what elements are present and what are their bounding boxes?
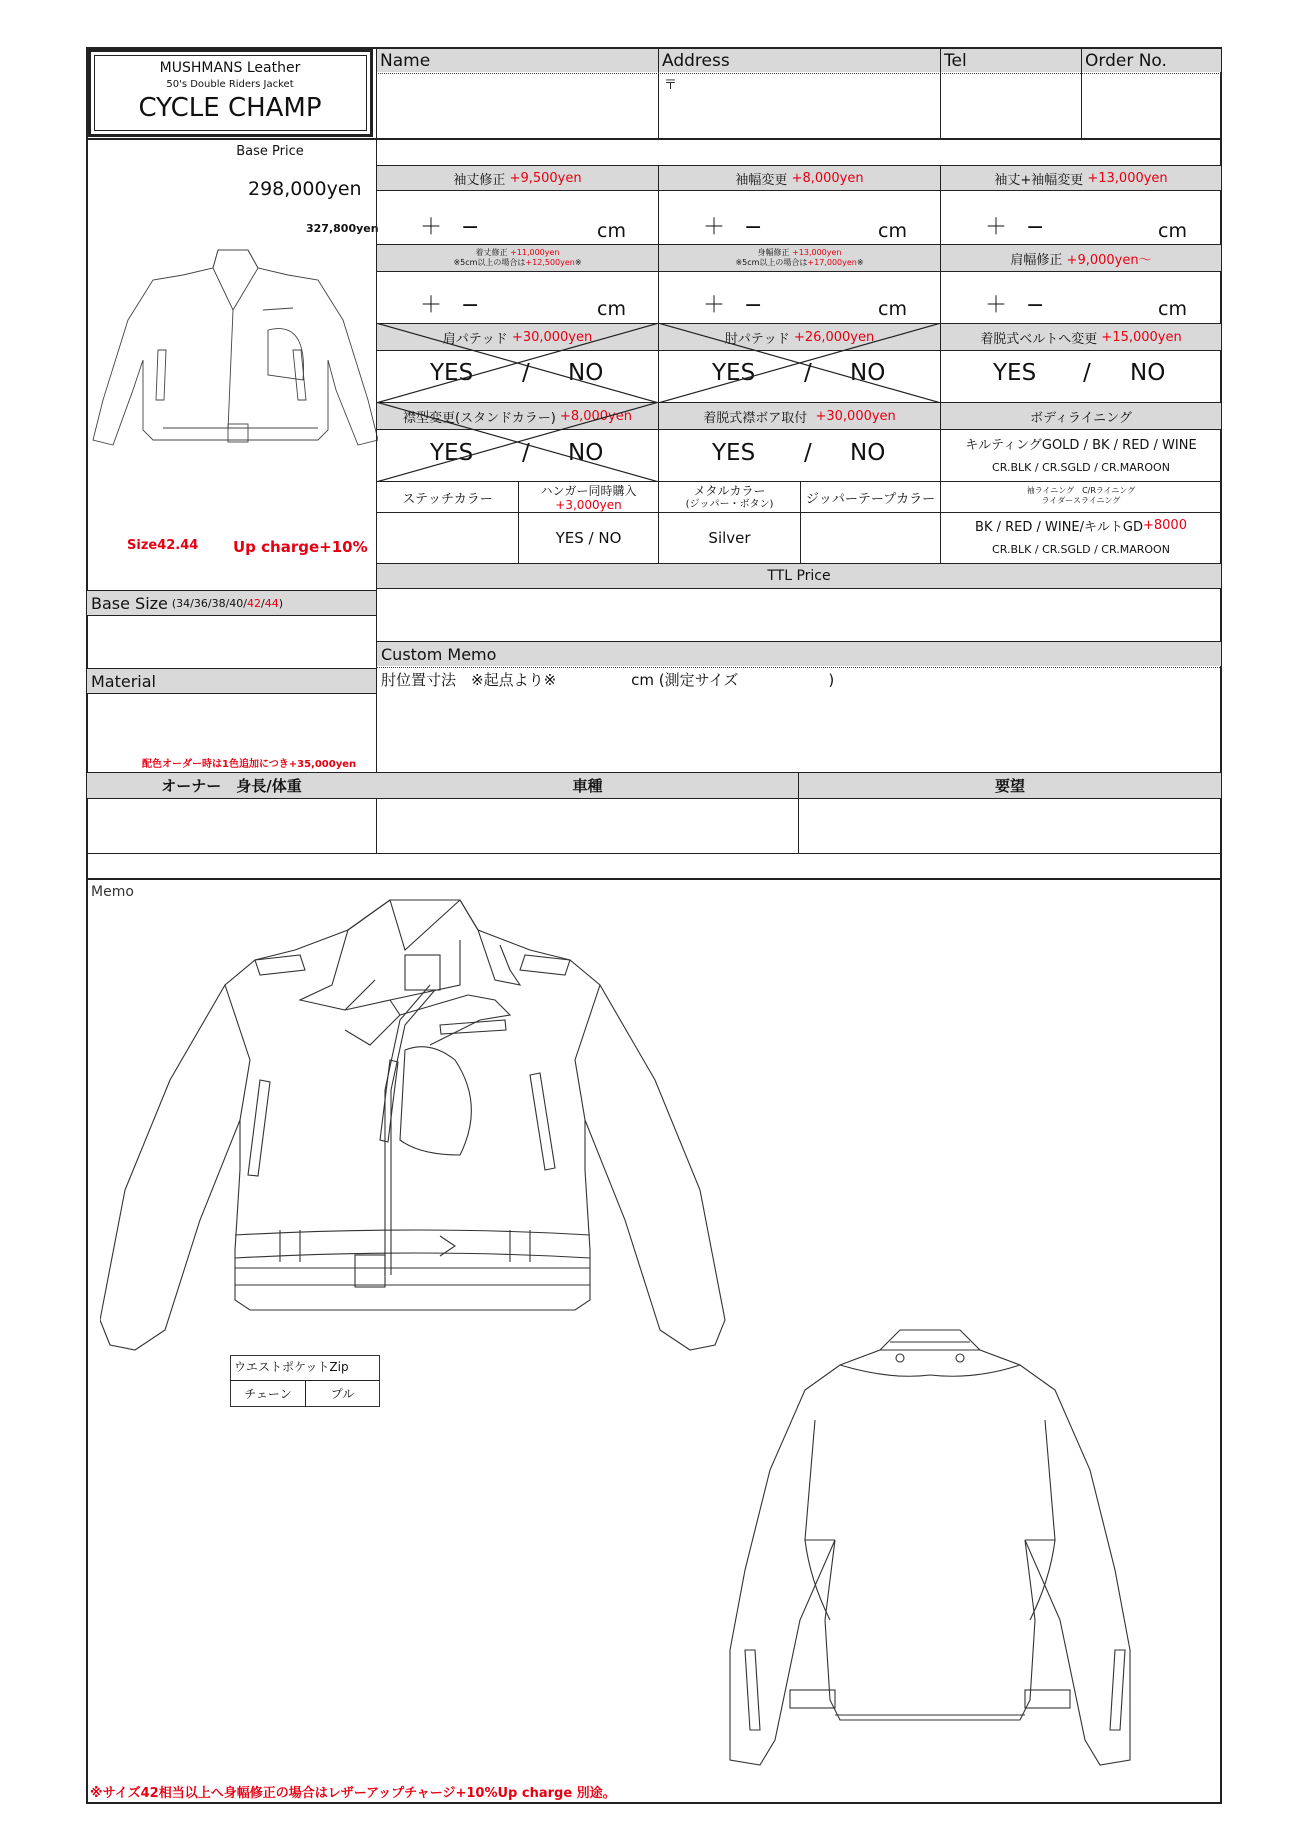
tel-field[interactable] — [940, 74, 1080, 137]
request-field[interactable] — [799, 799, 1221, 852]
footer-note: ※サイズ42相当以上へ身幅修正の場合はレザーアップチャージ+10%Up charge 別途。 — [90, 1786, 616, 1801]
hanger-header — [519, 482, 658, 512]
waist-pocket-pull[interactable]: プル — [330, 1387, 355, 1401]
request-header: 要望 — [994, 777, 1025, 795]
sleeve-both-pm[interactable]: ＋ − — [985, 215, 1051, 240]
zip-tape-field[interactable] — [801, 513, 940, 563]
body-width-header: 身幅修正 +13,000yen ※5cm以上の場合は+17,000yen※ — [735, 248, 864, 267]
name-label: Name — [380, 50, 431, 71]
belt-change-yes[interactable]: YES — [993, 360, 1037, 386]
address-field[interactable] — [658, 74, 938, 137]
jacket-front-thumbnail — [88, 240, 378, 470]
length-cm: cm — [597, 298, 626, 320]
name-field[interactable] — [376, 74, 656, 137]
body-width-pm[interactable]: ＋ − — [703, 293, 769, 318]
shoulder-pad-yes[interactable]: YES — [430, 360, 474, 386]
sleeve-length-pm[interactable]: ＋ − — [420, 215, 486, 240]
shoulder-pad-no[interactable]: NO — [568, 360, 604, 386]
collar-boa-no[interactable]: NO — [850, 440, 886, 466]
collar-boa-header: 着脱式襟ボア取付 +30,000yen — [703, 408, 896, 426]
base-size-header — [87, 591, 376, 615]
elbow-pad-header: 肘パテッド +26,000yen — [724, 329, 875, 347]
body-width-cm: cm — [878, 298, 907, 320]
size-note: Size42.44 — [127, 538, 199, 553]
sleeve-width-header: 袖幅変更 +8,000yen — [735, 170, 864, 188]
collar-boa-slash: / — [804, 440, 812, 466]
jacket-front-drawing — [100, 890, 740, 1360]
belt-change-header: 着脱式ベルトへ変更 +15,000yen — [980, 329, 1182, 347]
stitch-color-field[interactable] — [377, 513, 518, 563]
vehicle-field[interactable] — [377, 799, 798, 852]
sleeve-lining-header: 袖ライニング C/Rライニング ライダースライニング — [1026, 486, 1136, 505]
shoulder-width-pm[interactable]: ＋ − — [985, 293, 1051, 318]
sleeve-lining-options-cr[interactable]: CR.BLK / CR.SGLD / CR.MAROON — [992, 542, 1170, 556]
base-size-label: Base Size — [91, 593, 168, 613]
belt-change-no[interactable]: NO — [1130, 360, 1166, 386]
stitch-color-header: ステッチカラー — [402, 491, 493, 507]
tax-price: 327,800yen — [306, 222, 379, 235]
memo-label: Memo — [91, 884, 134, 900]
body-lining-header: ボディライニング — [1030, 410, 1132, 426]
metal-color-value[interactable]: Silver — [708, 529, 751, 547]
elbow-pad-yes[interactable]: YES — [712, 360, 756, 386]
metal-color-sub: (ジッパー・ボタン) — [685, 499, 774, 510]
sleeve-lining-options[interactable]: BK / RED / WINE/キルトGD +8000 — [975, 517, 1187, 535]
sleeve-both-cm: cm — [1158, 220, 1187, 242]
sleeve-width-cm: cm — [878, 220, 907, 242]
owner-header: オーナー 身長/体重 — [161, 777, 302, 795]
body-lining-options-cr[interactable]: CR.BLK / CR.SGLD / CR.MAROON — [992, 460, 1170, 474]
sleeve-both-header: 袖丈+袖幅変更 +13,000yen — [994, 170, 1168, 188]
shoulder-pad-crossout — [376, 323, 659, 403]
sleeve-width-pm[interactable]: ＋ − — [703, 215, 769, 240]
hanger-value[interactable]: YES / NO — [555, 529, 622, 547]
collar-change-slash: / — [522, 440, 530, 466]
length-header: 着丈修正 +11,000yen ※5cm以上の場合は+12,500yen※ — [453, 248, 582, 267]
collar-change-crossout — [376, 402, 659, 482]
elbow-pad-slash: / — [804, 360, 812, 386]
material-header: Material — [87, 669, 376, 693]
waist-pocket-title: ウエストポケットZip — [234, 1360, 349, 1374]
custom-memo-line[interactable]: 肘位置寸法 ※起点より※ cm (測定サイズ ) — [381, 671, 835, 689]
tel-label: Tel — [944, 50, 967, 71]
hanger-price: +3,000yen — [555, 498, 622, 512]
shoulder-width-cm: cm — [1158, 298, 1187, 320]
body-lining-options[interactable]: キルティングGOLD / BK / RED / WINE — [965, 437, 1197, 453]
zip-tape-header: ジッパーテープカラー — [805, 491, 936, 507]
collar-boa-yes[interactable]: YES — [712, 440, 756, 466]
sleeve-length-header: 袖丈修正 +9,500yen — [453, 170, 582, 188]
order-no-label: Order No. — [1085, 50, 1167, 71]
collar-change-yes[interactable]: YES — [430, 440, 474, 466]
elbow-pad-crossout — [658, 323, 941, 403]
brand-model-sub: 50's Double Riders Jacket — [166, 78, 294, 90]
base-price: 298,000yen — [248, 178, 362, 200]
base-size-options: (34/36/38/40/42/44) — [171, 596, 284, 610]
metal-color-header — [659, 482, 800, 512]
brand-maker: MUSHMANS Leather — [159, 60, 301, 76]
address-label: Address — [662, 50, 730, 71]
collar-change-no[interactable]: NO — [568, 440, 604, 466]
length-pm[interactable]: ＋ − — [420, 293, 486, 318]
sleeve-length-cm: cm — [597, 220, 626, 242]
belt-change-slash: / — [1083, 360, 1091, 386]
ttl-price-field[interactable] — [377, 589, 1221, 641]
material-note: 配色オーダー時は1色追加につき+35,000yen — [142, 759, 357, 770]
brand-model: CYCLE CHAMP — [138, 93, 322, 123]
jacket-back-drawing — [690, 1320, 1190, 1780]
owner-field[interactable] — [87, 799, 376, 852]
shoulder-width-header: 肩幅修正 +9,000yen〜 — [1010, 252, 1152, 268]
material-field[interactable] — [87, 694, 376, 750]
metal-color-label: メタルカラー — [693, 484, 766, 498]
shoulder-pad-slash: / — [522, 360, 530, 386]
collar-change-header: 襟型変更(スタンドカラー) +8,000yen — [403, 408, 632, 426]
base-size-field[interactable] — [87, 616, 376, 668]
postal-mark: 〒 — [664, 78, 678, 93]
hanger-label: ハンガー同時購入 — [540, 484, 637, 498]
vehicle-header: 車種 — [572, 777, 603, 795]
elbow-pad-no[interactable]: NO — [850, 360, 886, 386]
custom-memo-header: Custom Memo — [377, 642, 1221, 666]
upcharge-note: Up charge+10% — [233, 538, 368, 556]
base-price-label: Base Price — [236, 143, 304, 159]
ttl-price-header: TTL Price — [377, 564, 1221, 588]
waist-pocket-chain[interactable]: チェーン — [244, 1387, 292, 1401]
shoulder-pad-header: 肩パテッド +30,000yen — [442, 329, 593, 347]
order-no-field[interactable] — [1081, 74, 1221, 137]
